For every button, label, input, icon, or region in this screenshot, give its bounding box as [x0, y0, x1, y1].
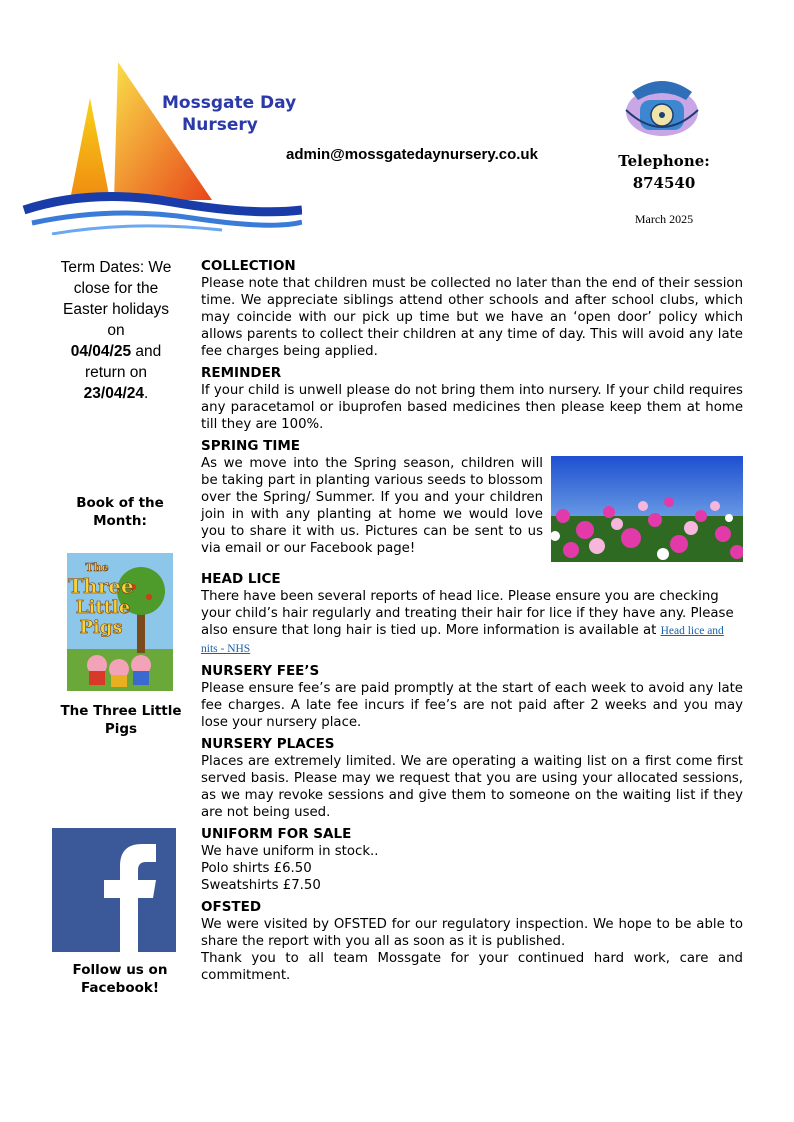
logo-name-line2: Nursery	[182, 115, 258, 135]
section-ofsted	[201, 899, 743, 984]
term-and-return: and return on	[84, 343, 162, 381]
section-title: REMINDER	[201, 365, 282, 381]
book-of-month-heading: Book of the Month:	[76, 495, 164, 529]
logo-wave-3	[52, 226, 222, 234]
nhs-head-lice-link[interactable]: Head lice and nits - NHS	[201, 625, 724, 655]
facebook-follow-text: Follow us on Facebook!	[72, 962, 168, 996]
section-body: If your child is unwell please do not bring them into nursery. If your child requires any paracetamol or ibuprofen based medicines then please keep them at home till they are 100%.	[201, 383, 743, 432]
term-return-date: 23/04/24	[83, 385, 145, 402]
section-nursery-fees	[201, 663, 743, 731]
head-lice-text: There have been several reports of head lice. Please ensure you are checking your child’s hair regularly and treating their hair for lice if they have any. Please also ensure that long hair is tied up. More information is available at	[201, 589, 734, 638]
book-cover-word-2: Three	[68, 574, 134, 598]
term-dates-intro: Term Dates: We close for the Easter holidays on	[60, 259, 172, 339]
logo-wave-1	[24, 197, 302, 212]
main-content	[201, 258, 743, 989]
section-body: As we move into the Spring season, children will be taking part in planting various seeds to blossom over the Spring/ Summer. If you and your children join in with any planting at home we would love you to share it with us. Pictures can be sent to us via email or our Facebook page!	[201, 456, 543, 556]
section-title: NURSERY FEE’S	[201, 663, 320, 679]
term-close-date: 04/04/25	[70, 343, 132, 360]
section-body: Please ensure fee’s are paid promptly at the start of each week to avoid any late fee charges. A late fee incurs if fee’s are not paid after 2 weeks and you may lose your nursery place.	[201, 681, 743, 730]
logo-sail-left	[70, 98, 110, 200]
book-cover-word-4: Pigs	[79, 617, 123, 638]
telephone-icon	[622, 70, 702, 140]
thank-you-text: Thank you to all team Mossgate for your continued hard work, care and commitment.	[201, 951, 743, 983]
section-body: Places are extremely limited. We are operating a waiting list on a first come first served basis. Please may we request that you are using your allocated sessions, as we may revoke sessions and give them to someone on the waiting list if they are not being used.	[201, 754, 743, 820]
section-title: OFSTED	[201, 899, 262, 915]
section-body	[201, 588, 743, 658]
newsletter-date: March 2025	[634, 212, 694, 226]
telephone-label: Telephone:	[618, 152, 710, 170]
section-body: Please note that children must be collected no later than the end of their session time. We appreciate siblings attend other schools and after school clubs, which may coincide with our pick up time but we have an ‘open door’ policy which allows parents to collect their children at any time of day. This will avoid any late fee charges being applied.	[201, 276, 743, 359]
book-title: The Three Little Pigs	[60, 703, 182, 737]
section-title: COLLECTION	[201, 258, 296, 274]
section-title: SPRING TIME	[201, 438, 301, 454]
section-title: HEAD LICE	[201, 571, 281, 587]
flower-field-image	[551, 456, 743, 562]
uniform-line: We have uniform in stock..	[201, 844, 379, 859]
section-spring-time	[201, 438, 743, 566]
uniform-line: Polo shirts £6.50	[201, 861, 312, 876]
logo-name-line1: Mossgate Day	[162, 93, 297, 113]
book-cover-word-1: The	[85, 561, 109, 574]
book-cover-image	[67, 553, 173, 691]
section-uniform	[201, 826, 743, 894]
uniform-line: Sweatshirts £7.50	[201, 878, 321, 893]
section-title: UNIFORM FOR SALE	[201, 826, 352, 842]
section-title: NURSERY PLACES	[201, 736, 335, 752]
term-end: .	[144, 385, 149, 402]
facebook-icon[interactable]	[52, 828, 176, 952]
nursery-logo	[22, 60, 302, 235]
section-head-lice	[201, 571, 743, 658]
section-body: We were visited by OFSTED for our regulatory inspection. We hope to be able to share the report with you all as soon as it is published.	[201, 917, 743, 949]
telephone-block	[596, 150, 732, 194]
term-dates	[56, 257, 176, 404]
email-address[interactable]: admin@mossgatedaynursery.co.uk	[286, 146, 538, 163]
section-reminder	[201, 365, 743, 433]
telephone-number[interactable]: 874540	[632, 174, 696, 192]
section-nursery-places	[201, 736, 743, 821]
section-body	[201, 843, 743, 894]
section-collection	[201, 258, 743, 360]
book-cover-word-3: Little	[75, 597, 131, 618]
